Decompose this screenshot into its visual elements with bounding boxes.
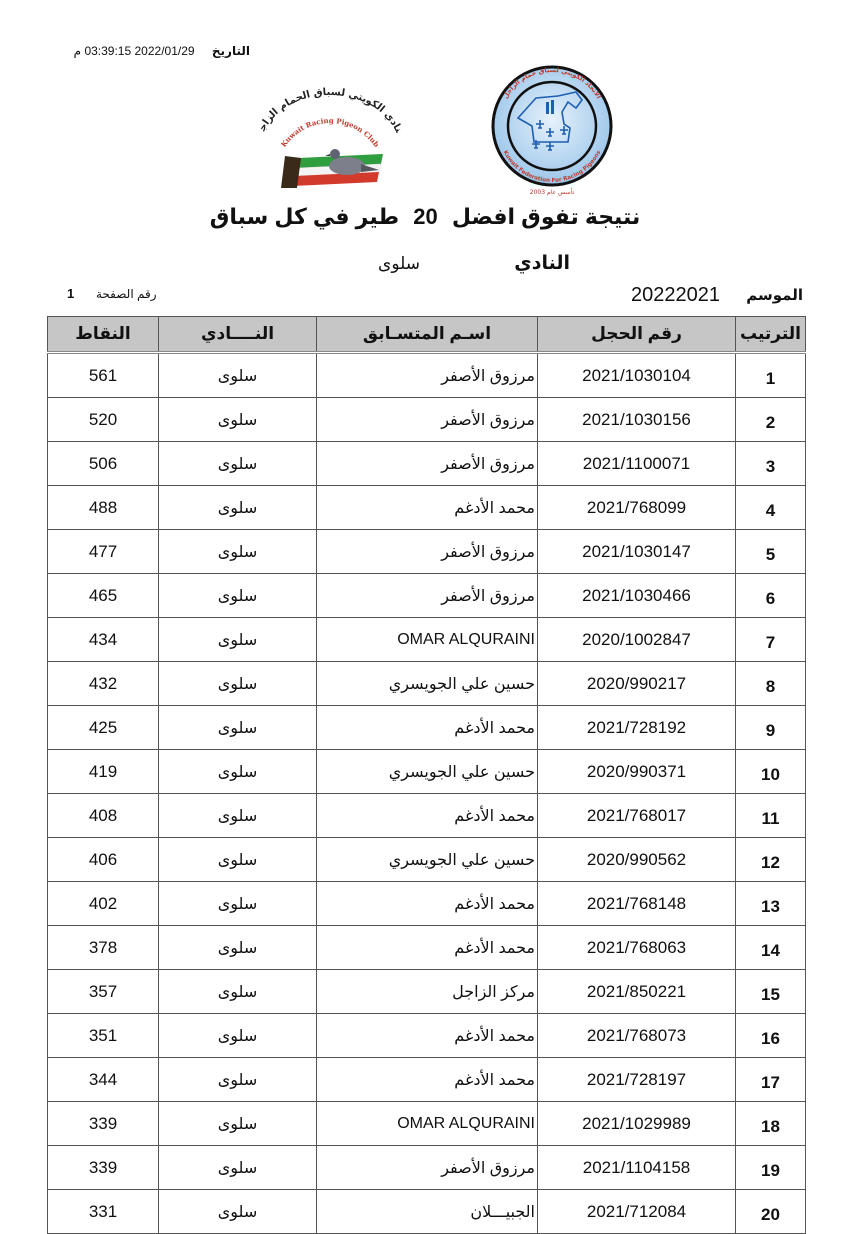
table-row: [48, 1014, 806, 1058]
club-logo: [255, 76, 405, 194]
club-cell: سلوى: [159, 662, 317, 706]
rank-cell: 3: [736, 442, 806, 486]
table-row: [48, 662, 806, 706]
ring-number-cell: 2021/712084: [538, 1190, 736, 1234]
competitor-name-cell: مرزوق الأصفر: [317, 1146, 538, 1190]
federation-logo-founded-lettering: تأسس عام 2003: [529, 189, 575, 196]
rank-cell: 9: [736, 706, 806, 750]
points-cell: 434: [48, 618, 159, 662]
ring-number-cell: 2020/990562: [538, 838, 736, 882]
results-table-body: [48, 353, 806, 1234]
points-cell: 357: [48, 970, 159, 1014]
rank-cell: 14: [736, 926, 806, 970]
competitor-name-cell: محمد الأدغم: [317, 486, 538, 530]
club-cell: سلوى: [159, 838, 317, 882]
table-row: [48, 1190, 806, 1234]
competitor-name-cell: حسين علي الجويسري: [317, 838, 538, 882]
competitor-name-cell: محمد الأدغم: [317, 926, 538, 970]
competitor-name-cell: مرزوق الأصفر: [317, 398, 538, 442]
points-cell: 331: [48, 1190, 159, 1234]
table-row: [48, 1146, 806, 1190]
competitor-name-cell: الجبيـــلان: [317, 1190, 538, 1234]
ring-number-cell: 2021/1030466: [538, 574, 736, 618]
rank-cell: 10: [736, 750, 806, 794]
table-row: [48, 574, 806, 618]
club-cell: سلوى: [159, 398, 317, 442]
points-cell: 465: [48, 574, 159, 618]
table-row: [48, 838, 806, 882]
ring-number-cell: 2021/768099: [538, 486, 736, 530]
table-row: [48, 706, 806, 750]
ring-number-cell: 2021/1030156: [538, 398, 736, 442]
club-cell: سلوى: [159, 706, 317, 750]
club-cell: سلوى: [159, 1146, 317, 1190]
report-title: [150, 204, 700, 230]
season-value: 20222021: [631, 284, 720, 306]
club-cell: سلوى: [159, 1102, 317, 1146]
club-cell: سلوى: [159, 794, 317, 838]
club-cell: سلوى: [159, 750, 317, 794]
header-competitor-name: اسـم المتسـابق: [317, 317, 538, 353]
club-cell: سلوى: [159, 882, 317, 926]
competitor-name-cell: حسين علي الجويسري: [317, 662, 538, 706]
club-logo-english-lettering: Kuwait Racing Pigeon Club: [278, 115, 382, 149]
rank-cell: 8: [736, 662, 806, 706]
ring-number-cell: 2021/768148: [538, 882, 736, 926]
rank-cell: 4: [736, 486, 806, 530]
competitor-name-cell: مرزوق الأصفر: [317, 353, 538, 398]
page-number-value: 1: [67, 286, 75, 301]
federation-logo-arabic-lettering: الاتحاد الكويتي لسباق حمام الزاجل: [501, 65, 603, 101]
club-cell: سلوى: [159, 530, 317, 574]
points-cell: 339: [48, 1102, 159, 1146]
club-cell: سلوى: [159, 1014, 317, 1058]
table-row: [48, 926, 806, 970]
club-cell: سلوى: [159, 926, 317, 970]
points-cell: 506: [48, 442, 159, 486]
ring-number-cell: 2021/768063: [538, 926, 736, 970]
rank-cell: 7: [736, 618, 806, 662]
points-cell: 419: [48, 750, 159, 794]
rank-cell: 1: [736, 353, 806, 398]
club-cell: سلوى: [159, 970, 317, 1014]
competitor-name-cell: مركز الزاجل: [317, 970, 538, 1014]
points-cell: 425: [48, 706, 159, 750]
competitor-name-cell: OMAR ALQURAINI: [317, 1102, 538, 1146]
club-cell: سلوى: [159, 1058, 317, 1102]
rank-cell: 6: [736, 574, 806, 618]
rank-cell: 13: [736, 882, 806, 926]
federation-logo-english-lettering: Kuwait Federation For Racing Pigeons: [501, 149, 603, 185]
club-cell: سلوى: [159, 442, 317, 486]
rank-cell: 18: [736, 1102, 806, 1146]
table-row: [48, 442, 806, 486]
rank-cell: 11: [736, 794, 806, 838]
club-cell: سلوى: [159, 486, 317, 530]
competitor-name-cell: مرزوق الأصفر: [317, 574, 538, 618]
ring-number-cell: 2021/1100071: [538, 442, 736, 486]
competitor-name-cell: محمد الأدغم: [317, 1058, 538, 1102]
ring-number-cell: 2021/768073: [538, 1014, 736, 1058]
table-row: [48, 882, 806, 926]
points-cell: 520: [48, 398, 159, 442]
points-cell: 402: [48, 882, 159, 926]
points-cell: 344: [48, 1058, 159, 1102]
table-row: [48, 794, 806, 838]
rank-cell: 2: [736, 398, 806, 442]
rank-cell: 12: [736, 838, 806, 882]
ring-number-cell: 2021/1029989: [538, 1102, 736, 1146]
table-header-row: [48, 317, 806, 353]
rank-cell: 5: [736, 530, 806, 574]
points-cell: 561: [48, 353, 159, 398]
club-logo-graphic: [255, 76, 405, 194]
title-part-2: طير في كل سباق: [209, 204, 400, 229]
page-number-label: رقم الصفحة: [96, 287, 157, 301]
rank-cell: 15: [736, 970, 806, 1014]
ring-number-cell: 2021/1030147: [538, 530, 736, 574]
competitor-name-cell: مرزوق الأصفر: [317, 530, 538, 574]
competitor-name-cell: محمد الأدغم: [317, 794, 538, 838]
table-row: [48, 750, 806, 794]
points-cell: 406: [48, 838, 159, 882]
competitor-name-cell: محمد الأدغم: [317, 882, 538, 926]
club-label: النادي: [514, 253, 570, 274]
date-label: التاريخ: [211, 44, 250, 58]
header-points: النقاط: [48, 317, 159, 353]
table-row: [48, 398, 806, 442]
ring-number-cell: 2021/1030104: [538, 353, 736, 398]
points-cell: 432: [48, 662, 159, 706]
club-filter: [300, 252, 570, 280]
date-value: 2022/01/29 03:39:15 م: [73, 44, 195, 58]
competitor-name-cell: محمد الأدغم: [317, 1014, 538, 1058]
title-count: 20: [413, 204, 438, 229]
club-value: سلوى: [378, 254, 420, 273]
table-row: [48, 970, 806, 1014]
club-cell: سلوى: [159, 618, 317, 662]
points-cell: 477: [48, 530, 159, 574]
ring-number-cell: 2020/990217: [538, 662, 736, 706]
club-cell: سلوى: [159, 574, 317, 618]
federation-logo-graphic: [474, 64, 630, 196]
federation-logo: [474, 64, 630, 196]
ring-number-cell: 2020/990371: [538, 750, 736, 794]
club-logo-arabic-lettering: نادي الكويتي لسباق الحمام الزاج: [257, 86, 404, 135]
table-row: [48, 530, 806, 574]
points-cell: 408: [48, 794, 159, 838]
ring-number-cell: 2021/850221: [538, 970, 736, 1014]
competitor-name-cell: OMAR ALQURAINI: [317, 618, 538, 662]
header-club: النــــادي: [159, 317, 317, 353]
rank-cell: 17: [736, 1058, 806, 1102]
header-rank: الترتيب: [736, 317, 806, 353]
points-cell: 339: [48, 1146, 159, 1190]
rank-cell: 16: [736, 1014, 806, 1058]
points-cell: 488: [48, 486, 159, 530]
ring-number-cell: 2020/1002847: [538, 618, 736, 662]
report-date: [30, 44, 250, 62]
title-part-1: نتيجة تفوق افضل: [451, 204, 641, 229]
table-row: [48, 618, 806, 662]
points-cell: 378: [48, 926, 159, 970]
table-row: [48, 353, 806, 398]
table-row: [48, 1058, 806, 1102]
ring-number-cell: 2021/728192: [538, 706, 736, 750]
competitor-name-cell: محمد الأدغم: [317, 706, 538, 750]
competitor-name-cell: حسين علي الجويسري: [317, 750, 538, 794]
rank-cell: 20: [736, 1190, 806, 1234]
table-row: [48, 1102, 806, 1146]
club-cell: سلوى: [159, 1190, 317, 1234]
header-ring-number: رقم الحجل: [538, 317, 736, 353]
competitor-name-cell: مرزوق الأصفر: [317, 442, 538, 486]
season-label: الموسم: [746, 287, 803, 304]
ring-number-cell: 2021/1104158: [538, 1146, 736, 1190]
points-cell: 351: [48, 1014, 159, 1058]
table-row: [48, 486, 806, 530]
ring-number-cell: 2021/728197: [538, 1058, 736, 1102]
club-cell: سلوى: [159, 353, 317, 398]
ring-number-cell: 2021/768017: [538, 794, 736, 838]
results-table: [47, 316, 806, 1234]
rank-cell: 19: [736, 1146, 806, 1190]
